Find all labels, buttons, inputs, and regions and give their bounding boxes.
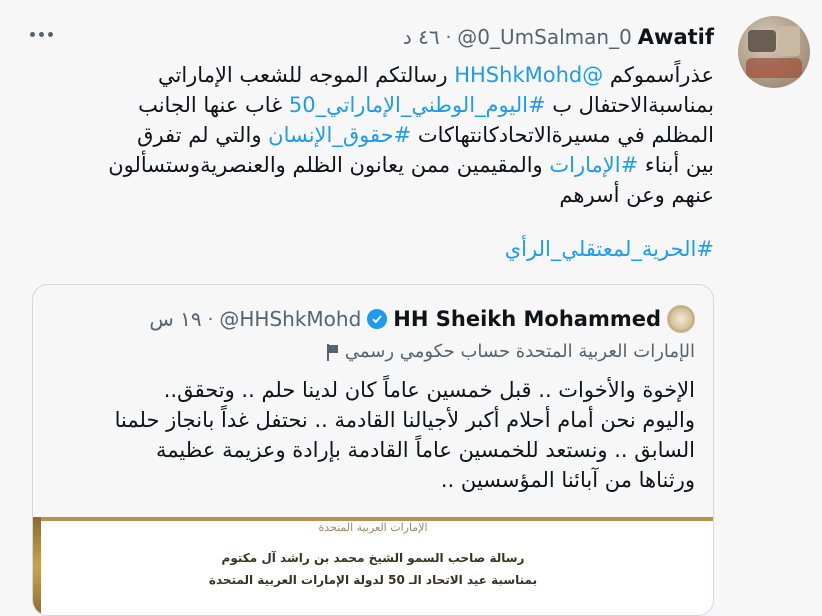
- media-text: رسالة صاحب السمو الشيخ محمد بن راشد آل مكتوم: [221, 551, 525, 565]
- flag-icon: [325, 343, 339, 361]
- quoted-tweet-text: [55, 375, 695, 495]
- quoted-line: ورثناها من آبائنا المؤسسين ..: [440, 468, 695, 492]
- text-segment: بمناسبةالاحتفال ب: [545, 93, 714, 117]
- tweet-header: [403, 22, 714, 52]
- quoted-tweet[interactable]: [32, 284, 714, 616]
- quoted-line: السابق .. ونستعد للخمسين عاماً القادمة بإرادة وعزيمة عظيمة: [155, 438, 695, 462]
- hashtag-link[interactable]: #الحرية_لمعتقلي_الرأي: [504, 237, 714, 261]
- tweet-line: عنهم وعن أسرهم: [559, 183, 714, 207]
- hashtag-line: [505, 234, 714, 264]
- hashtag-link[interactable]: #حقوق_الإنسان: [268, 123, 412, 147]
- separator-dot: ·: [445, 26, 452, 48]
- tweet-line: [54, 120, 714, 150]
- tweet-line: [54, 90, 714, 120]
- text-segment: غاب عنها الجانب: [138, 93, 289, 117]
- tweet-line: [54, 60, 714, 90]
- text-segment: المظلم في مسيرةالاتحادكانتهاكات: [411, 123, 714, 147]
- text-segment: والتي لم تفرق: [137, 123, 269, 147]
- display-name[interactable]: Awatif: [637, 25, 714, 49]
- text-segment: عذراًسموكم: [609, 63, 714, 87]
- avatar-image-part: [746, 58, 802, 78]
- hashtag-link[interactable]: #اليوم_الوطني_الإماراتي_50: [288, 93, 546, 117]
- quoted-display-name: HH Sheikh Mohammed: [393, 307, 661, 331]
- tweet-line: [54, 150, 714, 180]
- more-icon[interactable]: [26, 22, 56, 46]
- quoted-tweet-header: [149, 305, 695, 333]
- government-account-label: [325, 341, 695, 362]
- timestamp[interactable]: ٤٦ د: [402, 25, 440, 49]
- avatar-image-part: [778, 26, 800, 56]
- quoted-avatar: [667, 305, 695, 333]
- media-text: بمناسبة عيد الاتحاد الـ 50 لدولة الإمارات العربية المتحدة: [208, 573, 538, 587]
- user-handle[interactable]: @0_UmSalman_0: [457, 25, 632, 49]
- tweet-text: [54, 60, 714, 210]
- mention-link[interactable]: @HHShkMohd: [454, 63, 604, 87]
- separator-dot: ·: [207, 308, 214, 330]
- media-text: الإمارات العربية المتحدة: [318, 521, 428, 534]
- avatar-image-part: [748, 30, 776, 52]
- quoted-line: الإخوة والأخوات .. قبل خمسين عاماً كان لدينا حلم .. وتحقق..: [163, 378, 695, 402]
- quoted-handle: @HHShkMohd: [219, 307, 362, 331]
- hashtag-link[interactable]: #الإمارات: [549, 153, 639, 177]
- text-segment: والمقيمين ممن يعانون الظلم والعنصريةوستسألون: [108, 153, 550, 177]
- text-segment: رسالتكم الموجه للشعب الإماراتي: [157, 63, 448, 87]
- label-text: الإمارات العربية المتحدة حساب حكومي رسمي: [344, 341, 695, 362]
- verified-icon: [367, 309, 387, 329]
- quoted-line: واليوم نحن أمام أحلام أكبر لأجيالنا القادمة .. نحتفل غداً بانجاز حلمنا: [114, 408, 695, 432]
- quoted-media-image[interactable]: [33, 517, 713, 616]
- text-segment: بين أبناء: [638, 153, 714, 177]
- quoted-timestamp: ١٩ س: [149, 307, 202, 331]
- avatar[interactable]: [738, 16, 810, 88]
